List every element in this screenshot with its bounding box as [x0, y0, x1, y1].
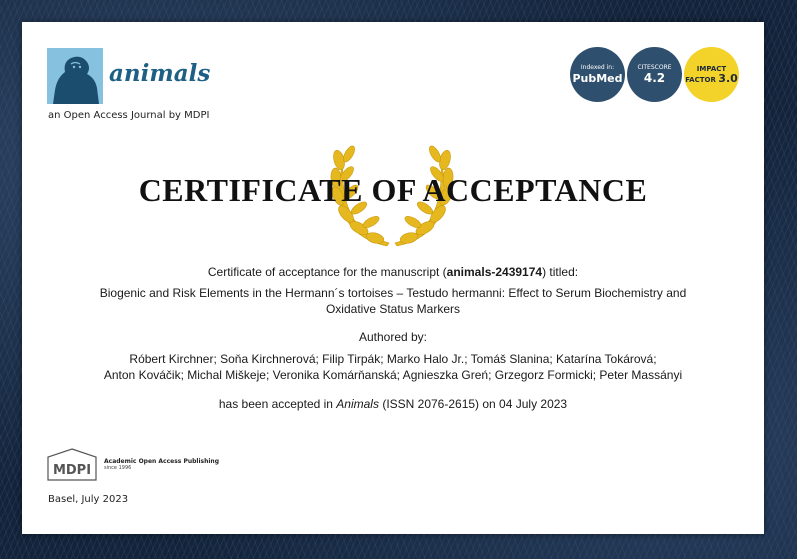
monkey-logo-icon — [47, 48, 103, 104]
citescore-badge-top: CITESCORE — [637, 63, 672, 71]
impact-badge-top: IMPACT — [696, 64, 727, 73]
manuscript-intro: Certificate of acceptance for the manuscript (animals-2439174) titled: — [207, 265, 579, 279]
impact-badge-value: 3.0 — [718, 71, 738, 85]
impact-factor-badge — [684, 47, 739, 102]
place-and-date: Basel, July 2023 — [48, 494, 129, 505]
certificate-title: CERTIFICATE OF ACCEPTANCE — [138, 172, 648, 208]
manuscript-title-line2: Oxidative Status Markers — [325, 302, 461, 316]
journal-subtitle: an Open Access Journal by MDPI — [48, 110, 210, 121]
mdpi-tagline — [104, 458, 219, 472]
citescore-badge — [627, 47, 682, 102]
pubmed-badge-main: PubMed — [572, 71, 623, 85]
authored-label: Authored by: — [358, 330, 428, 344]
mdpi-logo-icon — [47, 448, 97, 481]
impact-badge-prefix: FACTOR — [685, 75, 716, 84]
pubmed-badge — [570, 47, 625, 102]
citescore-badge-value: 4.2 — [643, 70, 666, 85]
journal-name: animals — [109, 60, 211, 87]
manuscript-title-line1: Biogenic and Risk Elements in the Hermann´s tortoises – Testudo hermanni: Effect to Serum Biochemistry and — [99, 286, 687, 300]
certificate-page — [22, 22, 764, 534]
mdpi-logo-text: MDPI — [52, 463, 92, 478]
acceptance-statement: has been accepted in Animals (ISSN 2076-2615) on 04 July 2023 — [218, 397, 568, 411]
authors-line1: Róbert Kirchner; Soňa Kirchnerová; Filip Tirpák; Marko Halo Jr.; Tomáš Slanina; Katarína Tokárová; — [129, 352, 657, 366]
mdpi-tagline-since: since 1996 — [104, 465, 132, 471]
manuscript-id: animals-2439174 — [446, 265, 543, 279]
pubmed-badge-top: Indexed in: — [580, 63, 615, 71]
mdpi-tagline-main: Academic Open Access Publishing — [104, 458, 219, 465]
accepted-journal: Animals — [336, 397, 379, 411]
authors-line2: Anton Kováčik; Michal Miškeje; Veronika Komárňanská; Agnieszka Greń; Grzegorz Formicki; Peter Massányi — [103, 368, 683, 382]
